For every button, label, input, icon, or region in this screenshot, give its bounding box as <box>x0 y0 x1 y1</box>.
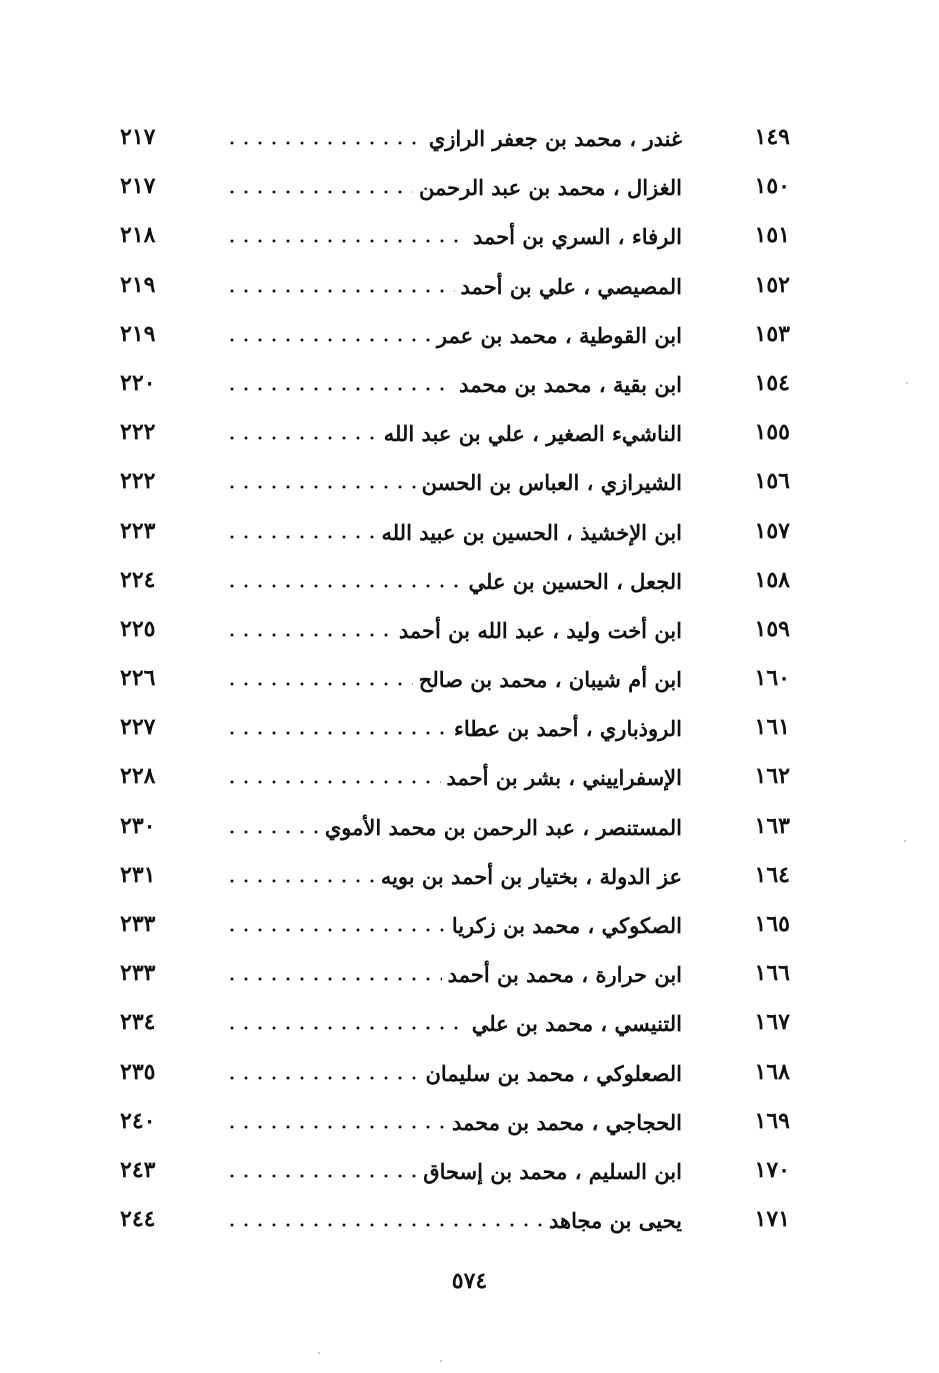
dot-leader <box>225 681 413 687</box>
entry-title: الناشيء الصغير ، علي بن عبد الله <box>383 421 682 447</box>
entry-page: ٢٣٤ <box>120 1009 156 1036</box>
toc-entry <box>120 407 800 456</box>
entry-title: الإسفراييني ، بشر بن أحمد <box>446 765 682 791</box>
toc-entry <box>120 899 800 948</box>
entry-title-leader <box>225 366 682 400</box>
dot-leader <box>225 583 462 589</box>
dot-leader <box>225 1025 466 1031</box>
dot-leader <box>225 288 455 294</box>
dot-leader <box>225 779 441 785</box>
entry-page: ٢٤٠ <box>120 1107 156 1134</box>
toc-entry <box>120 1145 800 1194</box>
entry-title-leader <box>225 1153 682 1187</box>
entry-page: ٢١٩ <box>120 271 156 298</box>
entry-page: ٢٢٧ <box>120 714 156 741</box>
toc-entry <box>120 358 800 407</box>
entry-number: ١٥٣ <box>754 320 790 347</box>
entry-page: ٢٤٤ <box>120 1206 156 1233</box>
entry-title: غندر ، محمد بن جعفر الرازي <box>428 126 682 151</box>
dot-leader <box>225 1124 446 1130</box>
toc-entry <box>120 309 800 358</box>
entry-number: ١٥٤ <box>754 369 790 396</box>
entry-title-leader <box>225 956 682 990</box>
entry-page: ٢١٨ <box>120 222 156 249</box>
toc-entry <box>120 1194 800 1243</box>
dot-leader <box>225 1222 543 1228</box>
entry-page: ٢٣٣ <box>120 911 156 937</box>
entry-number: ١٥٠ <box>754 173 790 200</box>
toc-entry <box>120 702 800 751</box>
toc-entry <box>120 653 800 702</box>
dot-leader <box>225 1075 419 1081</box>
entry-title-leader <box>225 1104 682 1138</box>
entry-number: ١٦٨ <box>754 1058 790 1085</box>
entry-title: الروذباري ، أحمد بن عطاء <box>454 716 682 742</box>
entry-title-leader <box>225 218 682 252</box>
entry-number: ١٦٩ <box>754 1107 790 1134</box>
entry-title: ابن حرارة ، محمد بن أحمد <box>447 962 682 988</box>
entry-number: ١٦٠ <box>754 665 790 692</box>
entry-title: الشيرازي ، العباس بن الحسن <box>421 470 682 496</box>
toc-entry <box>120 1096 800 1145</box>
entry-title: يحيى بن مجاهد <box>549 1208 682 1234</box>
dot-leader <box>225 238 467 244</box>
entry-title: الصعلوكي ، محمد بن سليمان <box>425 1060 682 1086</box>
entry-title: الحجاجي ، محمد بن محمد <box>451 1109 682 1135</box>
entry-title: ابن السليم ، محمد بن إسحاق <box>423 1158 682 1184</box>
entry-title: الجعل ، الحسين بن علي <box>468 568 682 594</box>
entry-page: ٢٢٠ <box>120 369 156 396</box>
entry-page: ٢٢٢ <box>120 419 156 446</box>
entry-title: ابن القوطية ، محمد بن عمر <box>436 322 682 348</box>
dot-leader <box>225 484 416 490</box>
dot-leader <box>225 534 375 540</box>
entry-title-leader <box>225 464 682 498</box>
entry-number: ١٥٢ <box>754 271 790 298</box>
entry-page: ٢٢٦ <box>120 665 156 692</box>
entry-page: ٢٢٨ <box>120 763 156 790</box>
toc-entry <box>120 210 800 259</box>
toc-entry <box>120 456 800 505</box>
entry-page: ٢٢٣ <box>120 517 156 544</box>
entry-title: الصكوكي ، محمد بن زكريا <box>451 913 682 938</box>
scan-speck <box>904 840 906 842</box>
entry-page: ٢٢٤ <box>120 566 156 593</box>
toc-entry <box>120 555 800 604</box>
entry-title-leader <box>225 415 682 449</box>
entry-number: ١٦٧ <box>754 1009 790 1036</box>
entry-title: ابن بقية ، محمد بن محمد <box>459 371 682 397</box>
toc-entry <box>120 112 800 161</box>
entry-page: ٢٢٢ <box>120 468 156 495</box>
entry-title-leader <box>225 759 682 793</box>
dot-leader <box>225 189 413 195</box>
entry-page: ٢٢٥ <box>120 615 156 642</box>
toc-entry <box>120 161 800 210</box>
entry-title-leader <box>225 858 682 892</box>
entry-title-leader <box>225 1005 682 1039</box>
entry-title: ابن أخت وليد ، عبد الله بن أحمد <box>398 617 682 643</box>
entry-title: ابن أم شيبان ، محمد بن صالح <box>418 667 682 693</box>
toc-entry <box>120 997 800 1046</box>
entry-title-leader <box>225 661 682 695</box>
entry-page: ٢١٧ <box>120 124 156 150</box>
toc-entry <box>120 948 800 997</box>
dot-leader <box>225 632 393 638</box>
entry-title-leader <box>225 169 682 203</box>
toc-entry <box>120 604 800 653</box>
dot-leader <box>225 976 442 982</box>
toc-entry <box>120 1047 800 1096</box>
entry-page: ٢١٧ <box>120 173 156 200</box>
entry-title-leader <box>225 268 682 302</box>
entry-title-leader <box>225 907 682 941</box>
toc-entry <box>120 801 800 850</box>
dot-leader <box>225 386 453 392</box>
entry-page: ٢١٩ <box>120 320 156 347</box>
table-of-contents <box>120 112 800 1243</box>
entry-page: ٢٣٣ <box>120 960 156 987</box>
entry-title: المصيصي ، علي بن أحمد <box>460 273 682 299</box>
scan-speck <box>440 1360 442 1362</box>
entry-title-leader <box>225 1202 682 1236</box>
entry-title-leader <box>225 710 682 744</box>
entry-title: الغزال ، محمد بن عبد الرحمن <box>419 175 682 201</box>
entry-page: ٢٤٣ <box>120 1156 156 1183</box>
entry-number: ١٥٦ <box>754 468 790 495</box>
dot-leader <box>225 435 378 441</box>
entry-title-leader <box>225 612 682 646</box>
entry-number: ١٥١ <box>754 222 790 249</box>
entry-title-leader <box>225 1055 682 1089</box>
entry-title-leader <box>225 563 682 597</box>
entry-title-leader <box>225 317 682 351</box>
dot-leader <box>225 878 375 884</box>
entry-title: الرفاء ، السري بن أحمد <box>473 224 682 250</box>
entry-title: المستنصر ، عبد الرحمن بن محمد الأموي <box>324 814 682 840</box>
entry-number: ١٥٩ <box>754 615 790 642</box>
entry-title-leader <box>225 809 682 843</box>
entry-number: ١٤٩ <box>754 124 790 150</box>
entry-number: ١٥٥ <box>754 419 790 446</box>
page-number: ٥٧٤ <box>451 1268 488 1294</box>
toc-entry <box>120 260 800 309</box>
entry-title-leader <box>225 514 682 548</box>
entry-number: ١٧١ <box>754 1206 790 1233</box>
toc-entry <box>120 850 800 899</box>
scan-speck <box>318 1352 320 1354</box>
entry-page: ٢٣٥ <box>120 1058 156 1085</box>
entry-number: ١٦٢ <box>754 763 790 790</box>
entry-number: ١٦٣ <box>754 812 790 839</box>
entry-number: ١٧٠ <box>754 1156 790 1183</box>
entry-title: عز الدولة ، بختيار بن أحمد بن بويه <box>380 863 682 889</box>
entry-title-leader <box>225 120 682 154</box>
entry-number: ١٦١ <box>754 714 790 741</box>
dot-leader <box>225 730 448 736</box>
dot-leader <box>225 337 431 343</box>
entry-title: التنيسي ، محمد بن علي <box>471 1011 682 1037</box>
dot-leader <box>225 1173 417 1179</box>
entry-number: ١٦٤ <box>754 861 790 888</box>
entry-number: ١٦٦ <box>754 960 790 987</box>
entry-number: ١٥٧ <box>754 517 790 544</box>
entry-number: ١٥٨ <box>754 566 790 593</box>
dot-leader <box>225 927 446 933</box>
toc-entry <box>120 506 800 555</box>
toc-entry <box>120 751 800 800</box>
entry-title: ابن الإخشيذ ، الحسين بن عبيد الله <box>381 519 682 545</box>
entry-number: ١٦٥ <box>754 911 790 937</box>
dot-leader <box>225 140 423 146</box>
scan-speck <box>906 382 908 384</box>
entry-page: ٢٣٠ <box>120 812 156 839</box>
entry-page: ٢٣١ <box>120 861 156 888</box>
dot-leader <box>225 829 319 835</box>
